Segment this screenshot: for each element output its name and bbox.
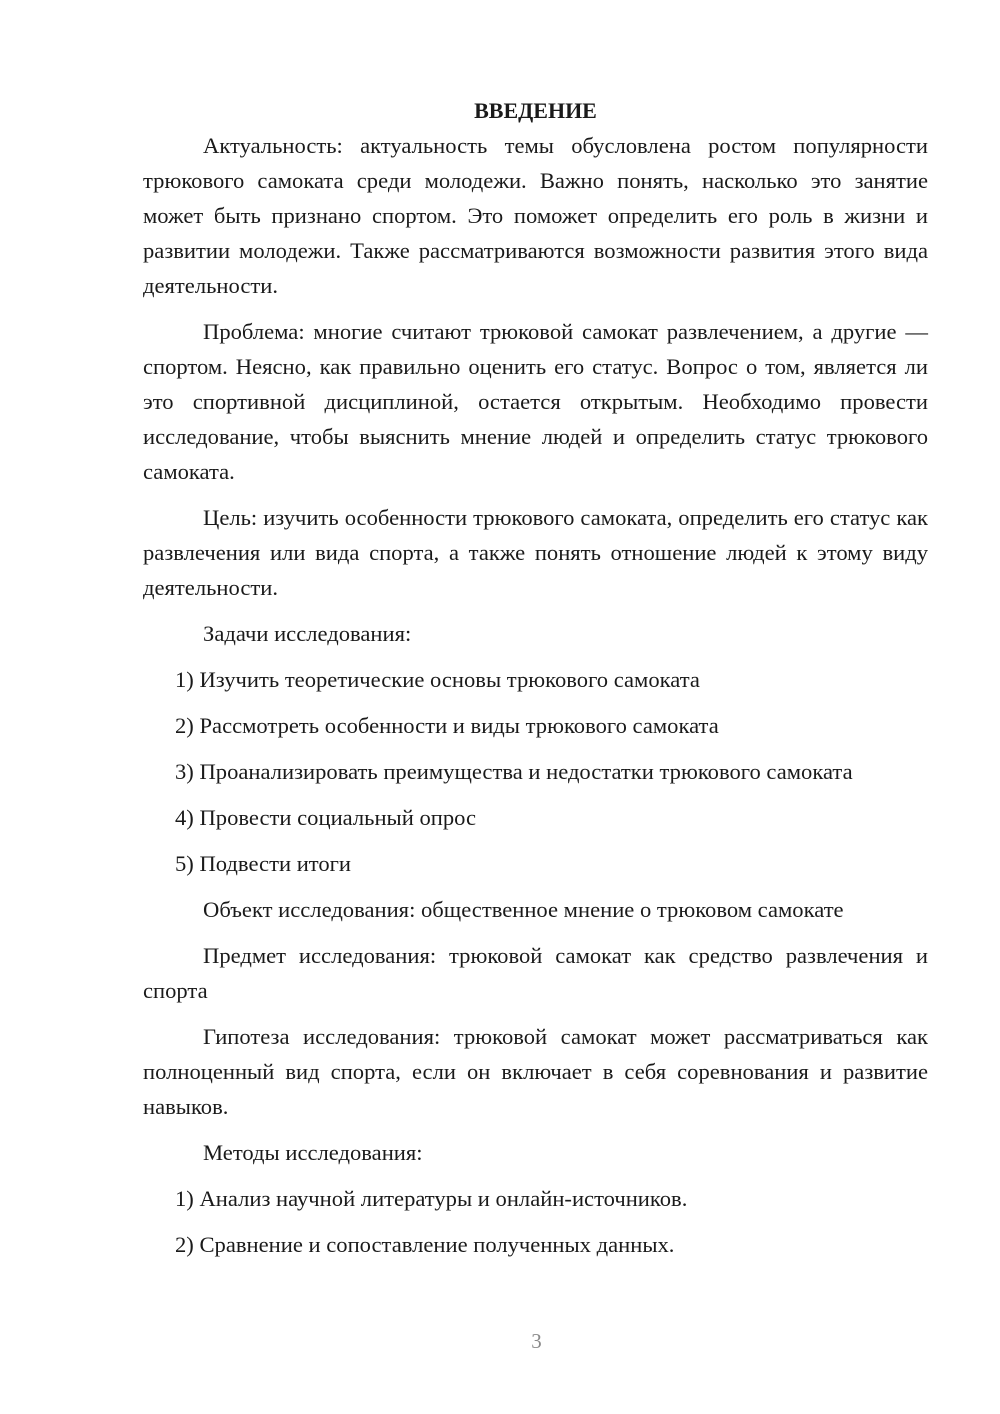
- task-item-4: 4) Провести социальный опрос: [175, 805, 477, 830]
- page-content: [143, 93, 928, 1273]
- method-item-1: 1) Анализ научной литературы и онлайн-источников.: [175, 1186, 688, 1211]
- task-item-5: 5) Подвести итоги: [175, 851, 352, 876]
- methods-heading: Методы исследования:: [203, 1140, 423, 1165]
- paragraph-subject: Предмет исследования: трюковой самокат как средство развлечения и спорта: [143, 943, 928, 1003]
- section-title: ВВЕДЕНИЕ: [474, 98, 597, 123]
- paragraph-relevance: Актуальность: актуальность темы обусловлена ростом популярности трюкового самоката среди молодежи. Важно понять, насколько это занятие может быть признано спортом. Это поможет определить его роль в жизни и развитии молодежи. Также рассматриваются возможности развития этого вида деятельности.: [143, 133, 928, 298]
- task-item-2: 2) Рассмотреть особенности и виды трюкового самоката: [175, 713, 719, 738]
- tasks-heading: Задачи исследования:: [203, 621, 412, 646]
- paragraph-goal: Цель: изучить особенности трюкового самоката, определить его статус как развлечения или вида спорта, а также понять отношение людей к этому виду деятельности.: [143, 505, 928, 600]
- paragraph-problem: Проблема: многие считают трюковой самокат развлечением, а другие — спортом. Неясно, как правильно оценить его статус. Вопрос о том, является ли это спортивной дисциплиной, остается открытым. Необходимо провести исследование, чтобы выяснить мнение людей и определить статус трюкового самоката.: [143, 319, 928, 484]
- task-item-1: 1) Изучить теоретические основы трюкового самоката: [175, 667, 700, 692]
- method-item-2: 2) Сравнение и сопоставление полученных данных.: [175, 1232, 675, 1257]
- paragraph-object: Объект исследования: общественное мнение о трюковом самокате: [203, 897, 844, 922]
- page-number: 3: [531, 1329, 542, 1353]
- task-item-3: 3) Проанализировать преимущества и недостатки трюкового самоката: [175, 759, 853, 784]
- paragraph-hypothesis: Гипотеза исследования: трюковой самокат может рассматриваться как полноценный вид спорта, если он включает в себя соревнования и развитие навыков.: [143, 1024, 928, 1119]
